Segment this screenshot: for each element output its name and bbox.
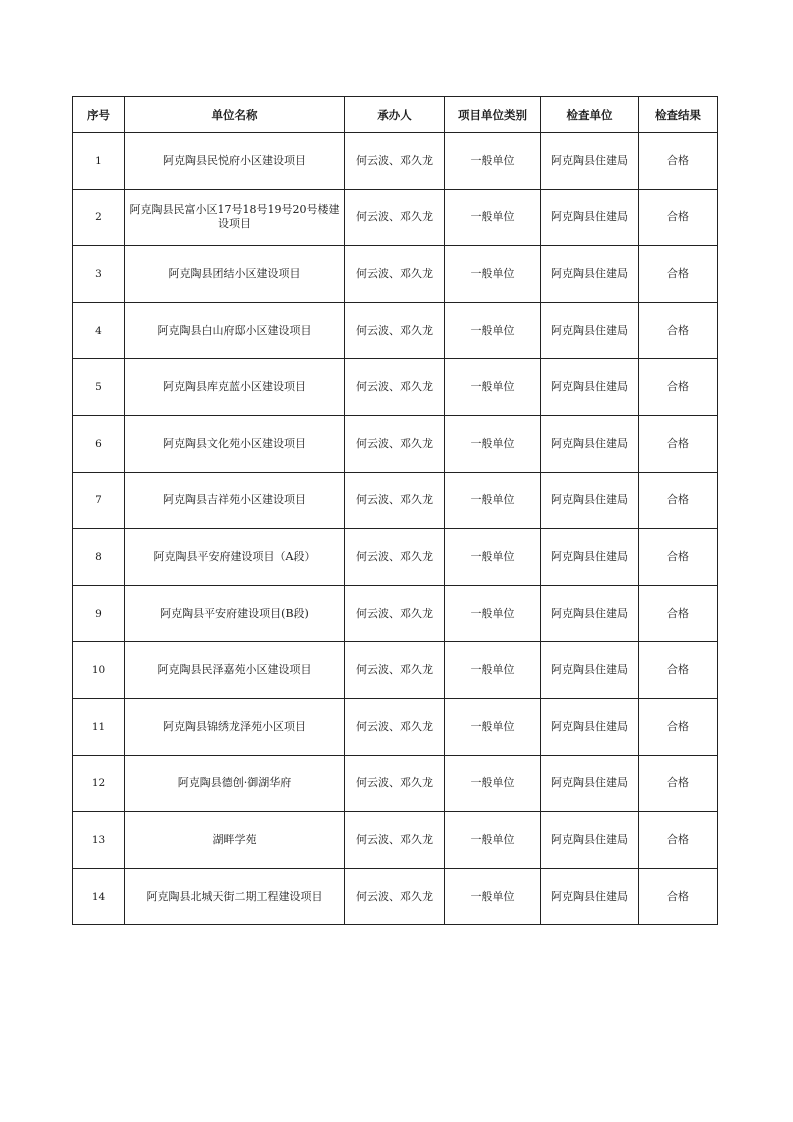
cell-inspection-result: 合格 xyxy=(639,642,718,699)
table-row xyxy=(73,246,718,303)
cell-inspection-result: 合格 xyxy=(639,359,718,416)
cell-inspection-result: 合格 xyxy=(639,246,718,303)
cell-handler: 何云波、邓久龙 xyxy=(345,812,445,869)
cell-unit-name: 阿克陶县德创·御湖华府 xyxy=(125,755,345,812)
header-handler: 承办人 xyxy=(345,97,445,133)
cell-unit-name: 阿克陶县民泽嘉苑小区建设项目 xyxy=(125,642,345,699)
cell-serial-no: 4 xyxy=(73,302,125,359)
cell-unit-name: 阿克陶县库克蓝小区建设项目 xyxy=(125,359,345,416)
table-row xyxy=(73,585,718,642)
cell-handler: 何云波、邓久龙 xyxy=(345,642,445,699)
header-project-category: 项目单位类别 xyxy=(445,97,541,133)
cell-project-category: 一般单位 xyxy=(445,812,541,869)
cell-inspection-result: 合格 xyxy=(639,868,718,925)
cell-inspection-unit: 阿克陶县住建局 xyxy=(541,812,639,869)
cell-handler: 何云波、邓久龙 xyxy=(345,359,445,416)
cell-handler: 何云波、邓久龙 xyxy=(345,189,445,246)
cell-serial-no: 5 xyxy=(73,359,125,416)
cell-serial-no: 7 xyxy=(73,472,125,529)
table-row xyxy=(73,415,718,472)
cell-inspection-unit: 阿克陶县住建局 xyxy=(541,415,639,472)
cell-inspection-result: 合格 xyxy=(639,189,718,246)
header-unit-name: 单位名称 xyxy=(125,97,345,133)
cell-unit-name: 阿克陶县白山府邸小区建设项目 xyxy=(125,302,345,359)
table-row xyxy=(73,359,718,416)
cell-inspection-unit: 阿克陶县住建局 xyxy=(541,246,639,303)
table-row xyxy=(73,529,718,586)
table-row xyxy=(73,302,718,359)
table-row xyxy=(73,812,718,869)
cell-handler: 何云波、邓久龙 xyxy=(345,585,445,642)
cell-project-category: 一般单位 xyxy=(445,642,541,699)
cell-serial-no: 3 xyxy=(73,246,125,303)
cell-handler: 何云波、邓久龙 xyxy=(345,868,445,925)
cell-project-category: 一般单位 xyxy=(445,246,541,303)
cell-inspection-unit: 阿克陶县住建局 xyxy=(541,189,639,246)
cell-inspection-unit: 阿克陶县住建局 xyxy=(541,472,639,529)
cell-handler: 何云波、邓久龙 xyxy=(345,529,445,586)
table-row xyxy=(73,868,718,925)
cell-project-category: 一般单位 xyxy=(445,189,541,246)
cell-inspection-unit: 阿克陶县住建局 xyxy=(541,642,639,699)
cell-handler: 何云波、邓久龙 xyxy=(345,302,445,359)
inspection-table xyxy=(72,96,718,925)
cell-handler: 何云波、邓久龙 xyxy=(345,755,445,812)
cell-inspection-result: 合格 xyxy=(639,585,718,642)
cell-unit-name: 阿克陶县民悦府小区建设项目 xyxy=(125,133,345,190)
cell-serial-no: 13 xyxy=(73,812,125,869)
cell-project-category: 一般单位 xyxy=(445,529,541,586)
cell-inspection-unit: 阿克陶县住建局 xyxy=(541,302,639,359)
cell-unit-name: 阿克陶县平安府建设项目(B段) xyxy=(125,585,345,642)
cell-unit-name: 阿克陶县文化苑小区建设项目 xyxy=(125,415,345,472)
table-row xyxy=(73,189,718,246)
cell-inspection-result: 合格 xyxy=(639,529,718,586)
header-inspection-unit: 检查单位 xyxy=(541,97,639,133)
cell-inspection-result: 合格 xyxy=(639,698,718,755)
cell-serial-no: 11 xyxy=(73,698,125,755)
table-row xyxy=(73,698,718,755)
header-inspection-result: 检查结果 xyxy=(639,97,718,133)
table-row xyxy=(73,133,718,190)
header-row xyxy=(73,97,718,133)
table-row xyxy=(73,472,718,529)
cell-inspection-result: 合格 xyxy=(639,812,718,869)
cell-serial-no: 14 xyxy=(73,868,125,925)
cell-project-category: 一般单位 xyxy=(445,585,541,642)
cell-unit-name: 阿克陶县锦绣龙泽苑小区项目 xyxy=(125,698,345,755)
cell-inspection-unit: 阿克陶县住建局 xyxy=(541,529,639,586)
cell-handler: 何云波、邓久龙 xyxy=(345,246,445,303)
cell-serial-no: 9 xyxy=(73,585,125,642)
cell-inspection-result: 合格 xyxy=(639,415,718,472)
cell-handler: 何云波、邓久龙 xyxy=(345,133,445,190)
cell-serial-no: 1 xyxy=(73,133,125,190)
cell-serial-no: 12 xyxy=(73,755,125,812)
table-row xyxy=(73,755,718,812)
header-serial-no: 序号 xyxy=(73,97,125,133)
cell-unit-name: 阿克陶县团结小区建设项目 xyxy=(125,246,345,303)
cell-unit-name: 阿克陶县吉祥苑小区建设项目 xyxy=(125,472,345,529)
cell-unit-name: 阿克陶县北城天街二期工程建设项目 xyxy=(125,868,345,925)
cell-inspection-unit: 阿克陶县住建局 xyxy=(541,359,639,416)
cell-inspection-unit: 阿克陶县住建局 xyxy=(541,133,639,190)
cell-unit-name: 湖畔学苑 xyxy=(125,812,345,869)
table-body xyxy=(73,133,718,925)
cell-project-category: 一般单位 xyxy=(445,133,541,190)
cell-handler: 何云波、邓久龙 xyxy=(345,698,445,755)
cell-serial-no: 8 xyxy=(73,529,125,586)
cell-project-category: 一般单位 xyxy=(445,472,541,529)
cell-project-category: 一般单位 xyxy=(445,415,541,472)
cell-handler: 何云波、邓久龙 xyxy=(345,415,445,472)
cell-serial-no: 10 xyxy=(73,642,125,699)
cell-inspection-unit: 阿克陶县住建局 xyxy=(541,585,639,642)
cell-inspection-unit: 阿克陶县住建局 xyxy=(541,755,639,812)
cell-project-category: 一般单位 xyxy=(445,698,541,755)
cell-project-category: 一般单位 xyxy=(445,359,541,416)
cell-inspection-result: 合格 xyxy=(639,755,718,812)
cell-project-category: 一般单位 xyxy=(445,302,541,359)
cell-project-category: 一般单位 xyxy=(445,755,541,812)
table-row xyxy=(73,642,718,699)
cell-inspection-unit: 阿克陶县住建局 xyxy=(541,868,639,925)
cell-inspection-unit: 阿克陶县住建局 xyxy=(541,698,639,755)
table-header xyxy=(73,97,718,133)
cell-unit-name: 阿克陶县平安府建设项目（A段） xyxy=(125,529,345,586)
cell-handler: 何云波、邓久龙 xyxy=(345,472,445,529)
cell-unit-name: 阿克陶县民富小区17号18号19号20号楼建设项目 xyxy=(125,189,345,246)
cell-serial-no: 2 xyxy=(73,189,125,246)
cell-project-category: 一般单位 xyxy=(445,868,541,925)
cell-inspection-result: 合格 xyxy=(639,472,718,529)
cell-serial-no: 6 xyxy=(73,415,125,472)
cell-inspection-result: 合格 xyxy=(639,302,718,359)
cell-inspection-result: 合格 xyxy=(639,133,718,190)
